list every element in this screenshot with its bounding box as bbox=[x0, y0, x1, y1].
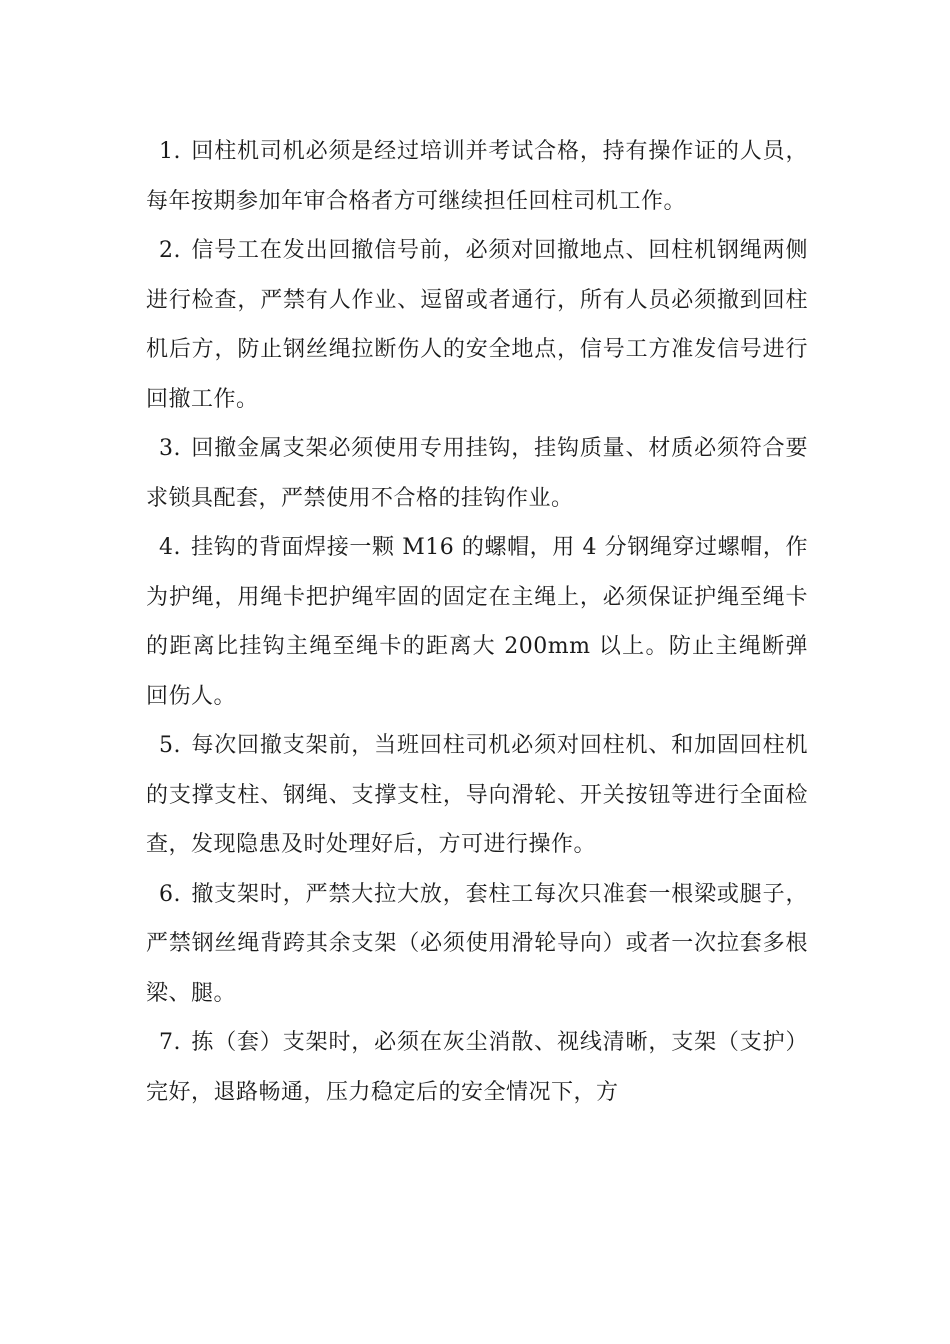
paragraph-7 bbox=[146, 1018, 808, 1117]
paragraph-text: 撤支架时，严禁大拉大放，套柱工每次只准套一根梁或腿子，严禁钢丝绳背跨其余支架（必须使用滑轮导向）或者一次拉套多根梁、腿。 bbox=[146, 881, 808, 1006]
paragraph-text: 回撤金属支架必须使用专用挂钩，挂钩质量、材质必须符合要求锁具配套，严禁使用不合格的挂钩作业。 bbox=[146, 436, 808, 511]
paragraph-text: 拣（套）支架时，必须在灰尘消散、视线清晰，支架（支护）完好，退路畅通，压力稳定后的安全情况下，方 bbox=[146, 1030, 808, 1105]
paragraph-3 bbox=[146, 424, 808, 523]
paragraph-text: 回柱机司机必须是经过培训并考试合格，持有操作证的人员，每年按期参加年审合格者方可继续担任回柱司机工作。 bbox=[146, 139, 808, 214]
paragraph-number: 7. bbox=[159, 1030, 181, 1055]
document-body bbox=[146, 127, 808, 1117]
paragraph-number: 1. bbox=[159, 139, 181, 164]
paragraph-number: 4. bbox=[159, 535, 181, 560]
paragraph-number: 5. bbox=[159, 733, 181, 758]
paragraph-2 bbox=[146, 226, 808, 424]
paragraph-4 bbox=[146, 523, 808, 721]
paragraph-text: 信号工在发出回撤信号前，必须对回撤地点、回柱机钢绳两侧进行检查，严禁有人作业、逗留或者通行，所有人员必须撤到回柱机后方，防止钢丝绳拉断伤人的安全地点，信号工方准发信号进行回撤工作。 bbox=[146, 238, 808, 412]
paragraph-number: 3. bbox=[159, 436, 181, 461]
paragraph-6 bbox=[146, 870, 808, 1019]
paragraph-text: 挂钩的背面焊接一颗 M16 的螺帽，用 4 分钢绳穿过螺帽，作为护绳，用绳卡把护绳牢固的固定在主绳上，必须保证护绳至绳卡的距离比挂钩主绳至绳卡的距离大 200mm 以上。防止主绳断弹回伤人。 bbox=[146, 535, 808, 709]
paragraph-number: 6. bbox=[159, 881, 181, 907]
paragraph-5 bbox=[146, 721, 808, 870]
paragraph-number: 2. bbox=[159, 238, 181, 263]
paragraph-text: 每次回撤支架前，当班回柱司机必须对回柱机、和加固回柱机的支撑支柱、钢绳、支撑支柱，导向滑轮、开关按钮等进行全面检查，发现隐患及时处理好后，方可进行操作。 bbox=[146, 733, 808, 857]
paragraph-1 bbox=[146, 127, 808, 226]
